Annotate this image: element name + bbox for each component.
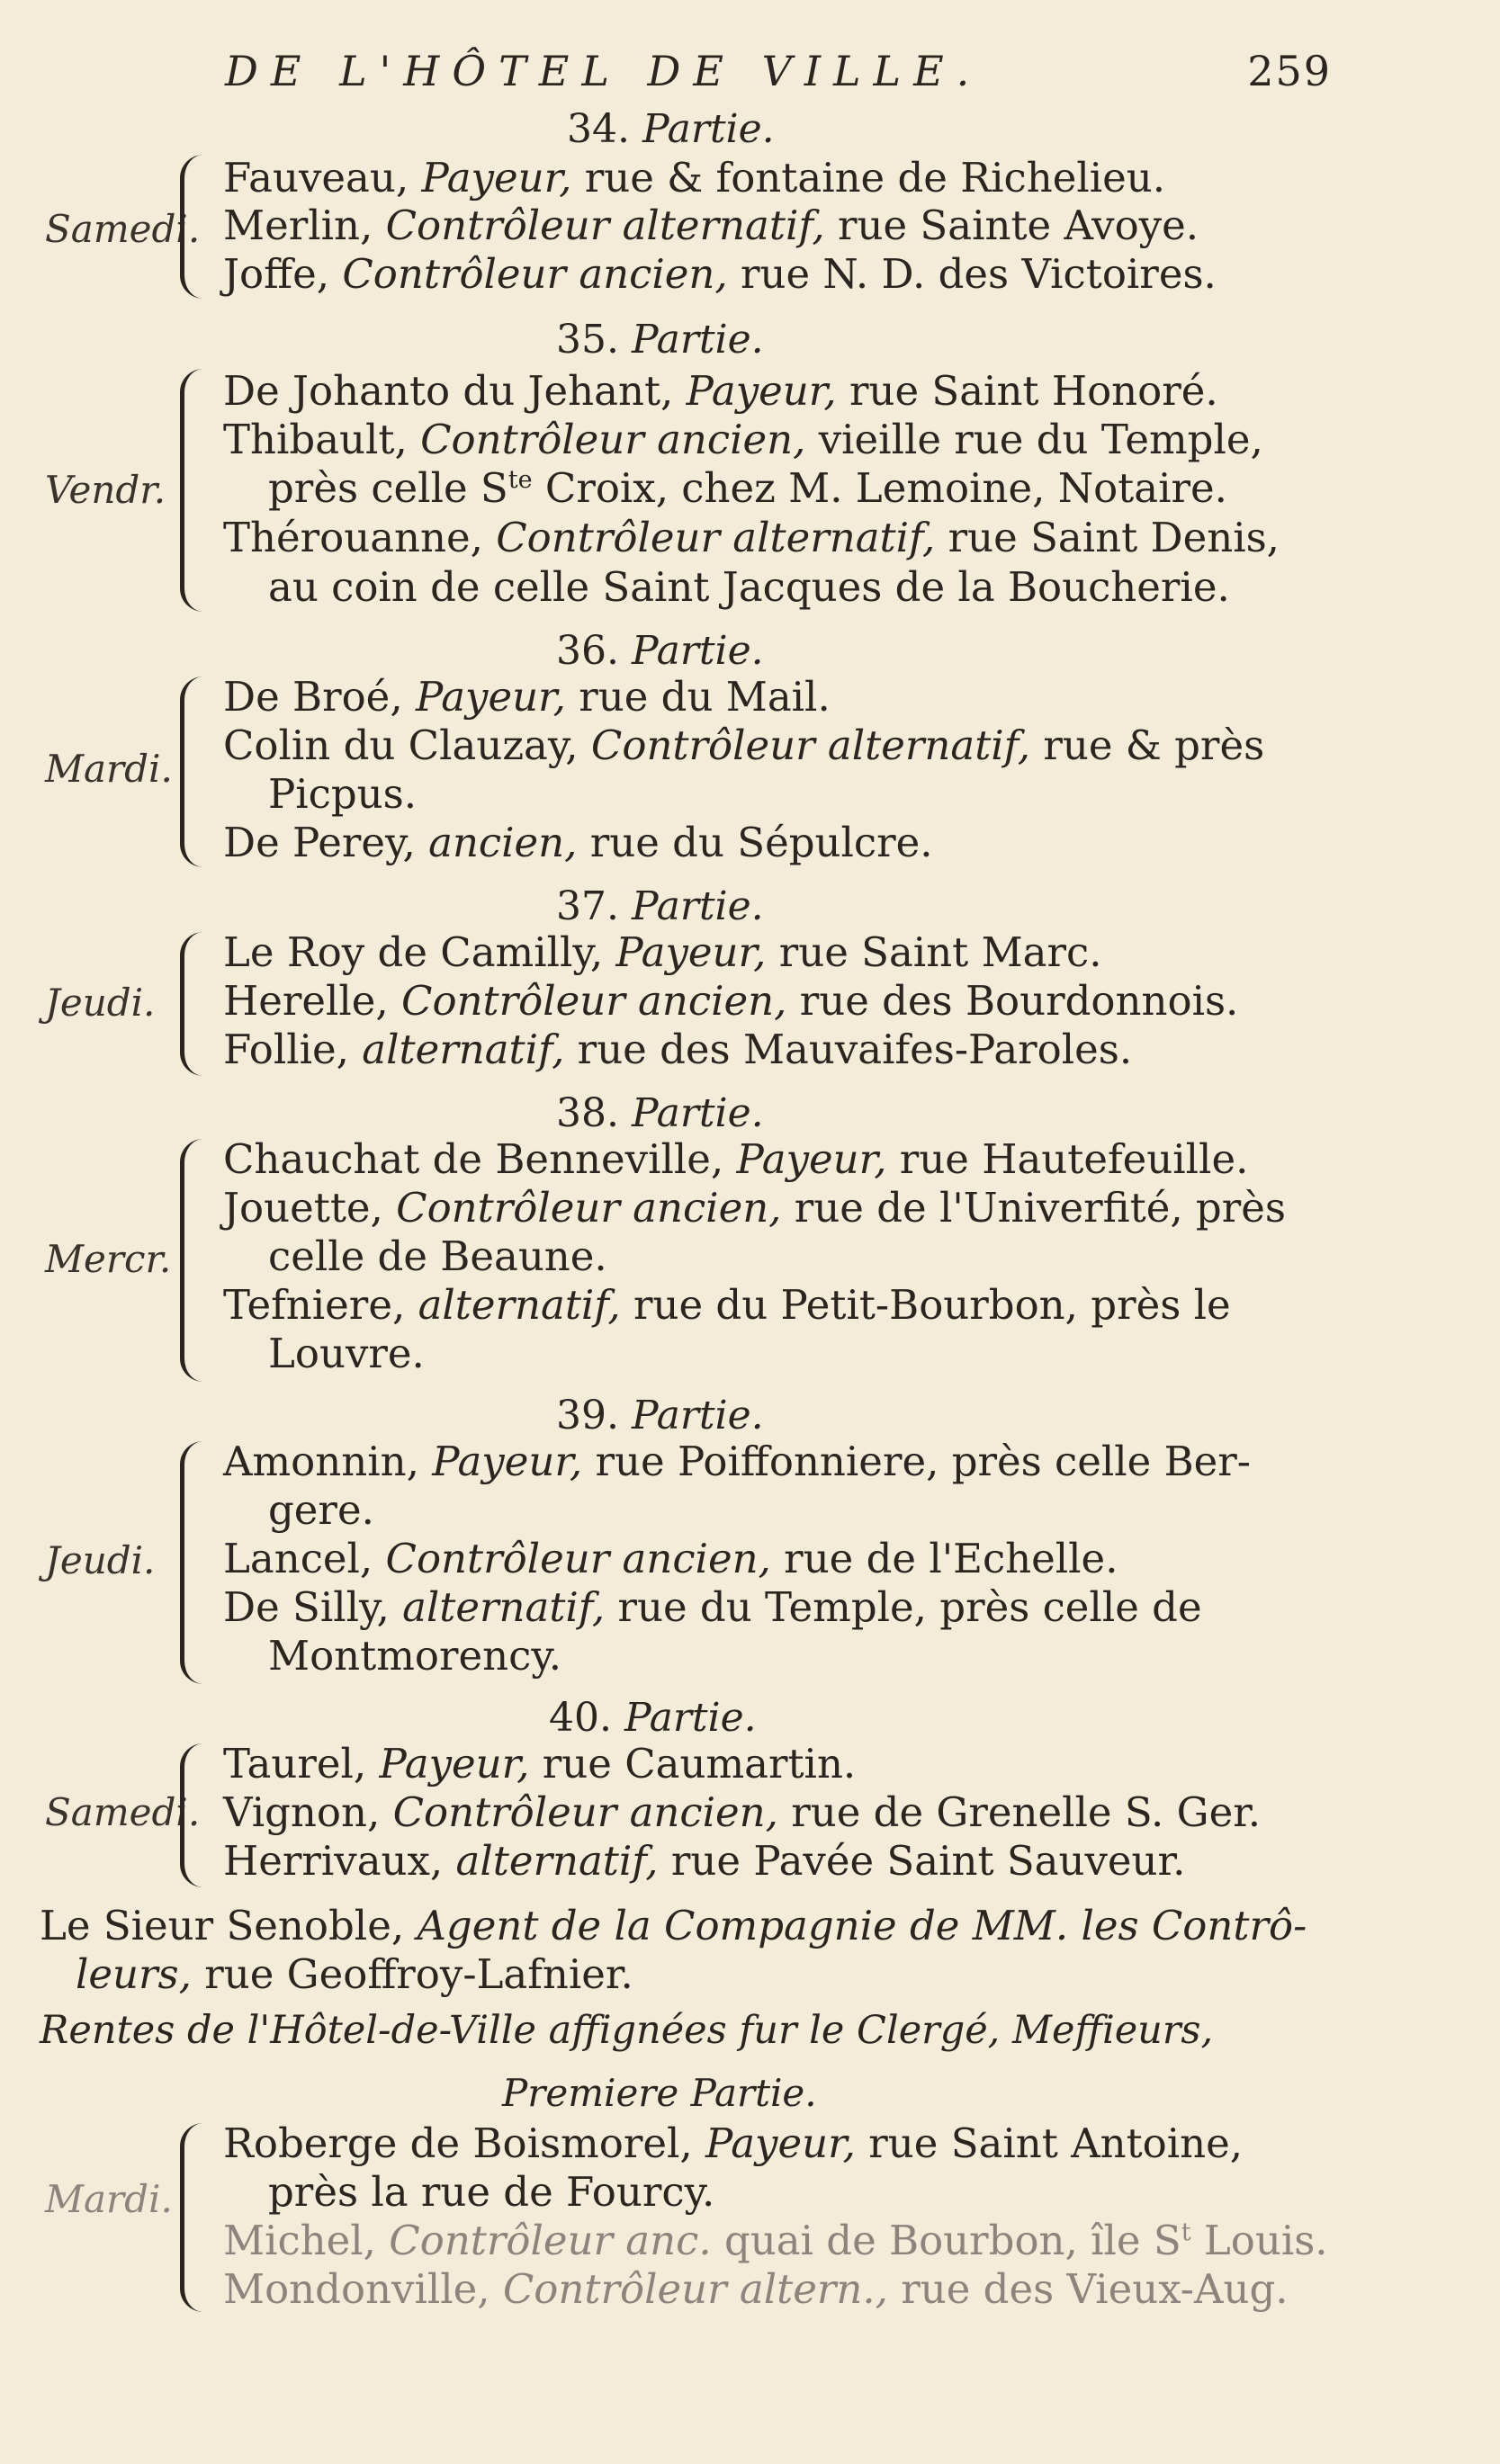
section-heading: 38. Partie. — [556, 1090, 764, 1136]
entry-line: près celle $S^{te}$ Croix, chez M. Lemoine, Notaire. — [268, 464, 1227, 512]
brace — [180, 369, 220, 612]
day-label: Vendr. — [45, 468, 166, 512]
entry-line: gere. — [268, 1486, 374, 1534]
section-heading: Premiere Partie. — [502, 2071, 817, 2115]
brace — [180, 2123, 220, 2312]
day-label: Jeudi. — [45, 1538, 156, 1582]
day-label: Mercr. — [45, 1237, 172, 1281]
entry-line: Thérouanne, Contrôleur alternatif, rue Saint Denis, — [223, 514, 1280, 561]
entry-line: Chauchat de Benneville, Payeur, rue Hautefeuille. — [223, 1135, 1249, 1183]
day-label: Jeudi. — [45, 981, 156, 1025]
entry-line: Fauveau, Payeur, rue & fontaine de Richelieu. — [223, 154, 1166, 202]
section-heading: 40. Partie. — [549, 1695, 757, 1741]
entry-line: Picpus. — [268, 770, 418, 818]
entry-line: au coin de celle Saint Jacques de la Boucherie. — [268, 563, 1230, 611]
entry-line: Michel, Contrôleur anc. quai de Bourbon, île $S^t$ Louis. — [223, 2217, 1328, 2264]
entry-line: près la rue de Fourcy. — [268, 2168, 715, 2216]
entry-line: Follie, alternatif, rue des Mauvaifes-Paroles. — [223, 1026, 1133, 1073]
brace — [180, 1139, 220, 1382]
entry-line: De Perey, ancien, rue du Sépulcre. — [223, 819, 933, 866]
entry-line: Le Roy de Camilly, Payeur, rue Saint Marc. — [223, 928, 1102, 976]
day-label: Mardi. — [45, 747, 173, 791]
page-number: 259 — [1247, 47, 1332, 95]
entry-line: Taurel, Payeur, rue Caumartin. — [223, 1740, 857, 1788]
entry-line: Lancel, Contrôleur ancien, rue de l'Echelle. — [223, 1535, 1118, 1582]
entry-line: Herelle, Contrôleur ancien, rue des Bourdonnois. — [223, 977, 1239, 1025]
day-label: Samedi. — [45, 1790, 201, 1834]
entry-line: De Silly, alternatif, rue du Temple, près celle de — [223, 1583, 1202, 1631]
header-title: DE L'HÔTEL DE VILLE. — [225, 47, 983, 95]
section-heading: 36. Partie. — [556, 628, 764, 674]
entry-line: De Johanto du Jehant, Payeur, rue Saint Honoré. — [223, 367, 1218, 415]
section-heading: 37. Partie. — [556, 883, 764, 929]
entry-line: De Broé, Payeur, rue du Mail. — [223, 673, 831, 721]
day-label: Samedi. — [45, 207, 201, 251]
section-heading: 39. Partie. — [556, 1393, 764, 1438]
entry-line: Mondonville, Contrôleur altern., rue des Vieux-Aug. — [223, 2265, 1289, 2313]
entry-line: Jouette, Contrôleur ancien, rue de l'Univerfité, près — [223, 1184, 1286, 1232]
brace — [180, 676, 220, 867]
entry-line: Colin du Clauzay, Contrôleur alternatif, rue & près — [223, 721, 1265, 769]
agent-line-1: Le Sieur Senoble, Agent de la Compagnie de MM. les Contrô- — [40, 1902, 1307, 1949]
entry-line: Merlin, Contrôleur alternatif, rue Sainte Avoye. — [223, 202, 1199, 249]
brace — [180, 932, 220, 1076]
agent-line-2: leurs, rue Geoffroy-Lafnier. — [76, 1950, 633, 1998]
brace — [180, 155, 220, 299]
day-label: Mardi. — [45, 2177, 173, 2221]
brace — [180, 1441, 220, 1684]
entry-line: Thibault, Contrôleur ancien, vieille rue du Temple, — [223, 416, 1263, 463]
entry-line: Amonnin, Payeur, rue Poiffonniere, près celle Ber- — [223, 1438, 1252, 1485]
entry-line: Herrivaux, alternatif, rue Pavée Saint Sauveur. — [223, 1837, 1186, 1885]
entry-line: Vignon, Contrôleur ancien, rue de Grenelle S. Ger. — [223, 1788, 1262, 1836]
entry-line: Louvre. — [268, 1330, 425, 1377]
entry-line: celle de Beaune. — [268, 1232, 607, 1280]
entry-line: Joffe, Contrôleur ancien, rue N. D. des Victoires. — [223, 250, 1217, 298]
section-heading: 34. Partie. — [567, 106, 775, 152]
brace — [180, 1743, 220, 1887]
rentes-title: Rentes de l'Hôtel-de-Ville affignées fur le Clergé, Meffieurs, — [40, 2008, 1214, 2053]
running-header — [225, 47, 1332, 110]
entry-line: Tefniere, alternatif, rue du Petit-Bourbon, près le — [223, 1281, 1231, 1329]
entry-line: Roberge de Boismorel, Payeur, rue Saint Antoine, — [223, 2119, 1244, 2167]
section-heading: 35. Partie. — [556, 317, 764, 363]
entry-line: Montmorency. — [268, 1632, 562, 1680]
